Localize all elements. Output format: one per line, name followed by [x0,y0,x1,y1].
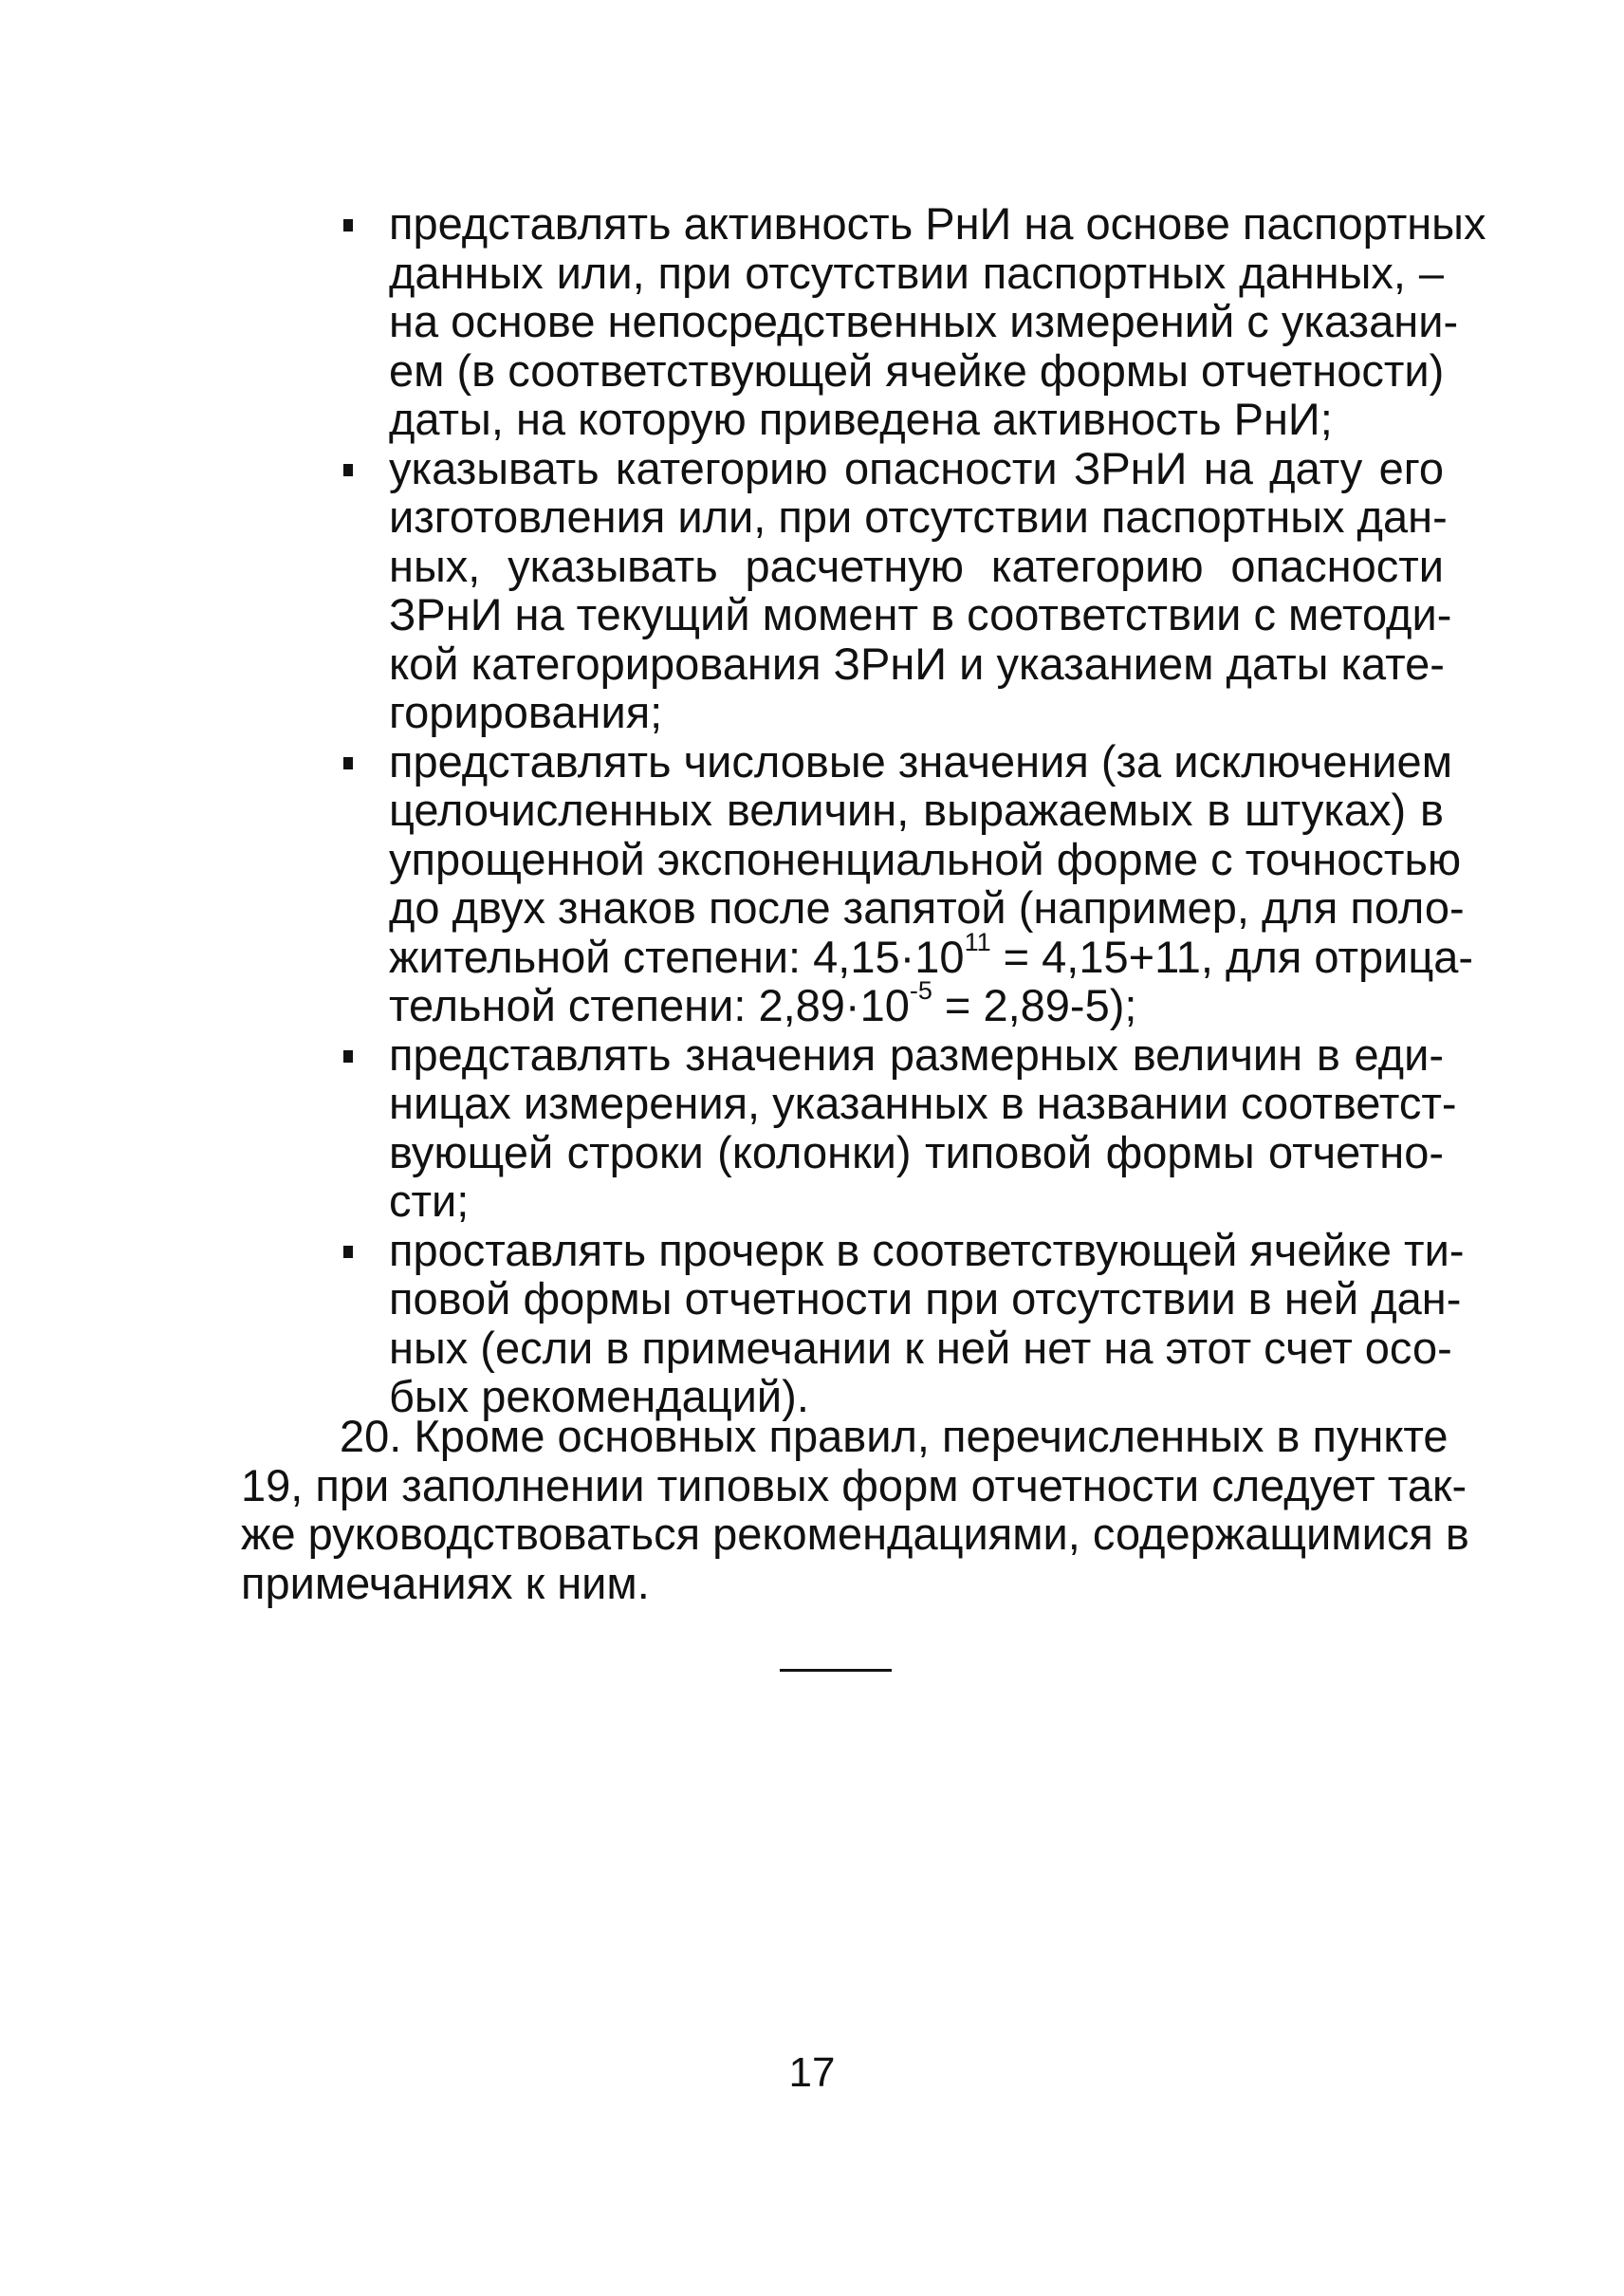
text-line: упрощенной экспоненциальной форме с точностью [389,833,1462,884]
bullet-marker-icon [343,1246,353,1258]
text-line: ных, указывать расчетную категорию опасности [389,540,1444,591]
text-line: указывать категорию опасности ЗРнИ на дату его [389,442,1444,493]
text-line: бых рекомендаций). [389,1371,809,1421]
bullet-marker-icon [343,1050,353,1063]
list-item [334,1028,1457,1226]
text-line: представлять значения размерных величин в еди- [389,1028,1444,1080]
rules-bullet-list [334,198,1486,1421]
text-line: горирования; [389,687,663,737]
text-line: проставлять прочерк в соответствующей ячейке ти- [389,1224,1465,1275]
list-item [334,442,1452,737]
text-line: ем (в соответствующей ячейке формы отчетности) [389,344,1445,396]
text-line: целочисленных величин, выражаемых в штуках) в [389,785,1444,835]
text-line: ных (если в примечании к ней нет на этот счет осо- [389,1322,1452,1373]
text-line: изготовления или, при отсутствии паспортных дан- [389,491,1448,542]
text-line: примечаниях к ним. [241,1557,650,1608]
text-line: кой категорирования ЗРнИ и указанием даты кате- [389,638,1445,689]
math-text-before: жительной степени: 4,15·10 [389,931,965,982]
text-line: ницах измерения, указанных в названии соответст- [389,1078,1457,1128]
list-item [334,1224,1465,1421]
bullet-marker-icon [343,757,353,769]
math-text-after: = 4,15+11, для отрица- [990,931,1474,982]
page-number: 17 [788,2049,836,2096]
text-line: до двух знаков после запятой (например, для поло- [389,882,1465,933]
text-line: 19, при заполнении типовых форм отчетности следует так- [241,1459,1467,1510]
text-line: представлять числовые значения (за исключением [389,735,1453,787]
bullet-marker-icon [343,219,353,231]
math-text-line [389,976,1444,1030]
text-line: данных или, при отсутствии паспортных данных, – [389,247,1444,298]
math-text-line [389,927,1474,982]
exponent: -5 [909,976,932,1006]
paragraph-20 [241,1411,1469,1608]
text-line: на основе непосредственных измерений с указани- [389,296,1459,346]
text-line: даты, на которую приведена активность РнИ; [389,394,1333,444]
math-text-before: тельной степени: 2,89·10 [389,980,910,1030]
bullet-marker-icon [343,464,353,476]
list-item [334,198,1486,444]
list-item [334,735,1474,1030]
text-line: повой формы отчетности при отсутствии в ней дан- [389,1273,1462,1324]
text-line: представлять активность РнИ на основе паспортных [389,198,1486,249]
text-line: же руководствоваться рекомендациями, содержащимися в [241,1509,1469,1559]
text-line: ЗРнИ на текущий момент в соответствии с методи- [389,589,1452,639]
text-line: 20. Кроме основных правил, перечисленных в пункте [340,1411,1449,1461]
math-text-after: = 2,89-5); [932,980,1137,1030]
section-end-rule [780,1669,892,1672]
text-line: сти; [389,1176,470,1226]
exponent: 11 [964,927,991,956]
text-line: вующей строки (колонки) типовой формы отчетно- [389,1126,1444,1177]
